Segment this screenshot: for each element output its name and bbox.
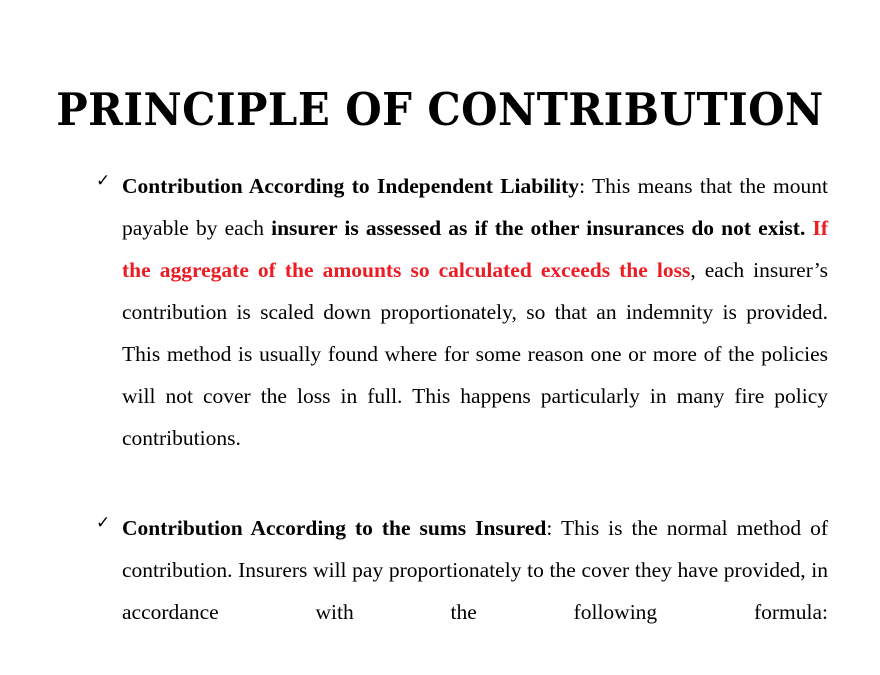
bullet-heading: Contribution According to Independent Liability — [122, 174, 580, 198]
bullet-heading-suffix: : — [579, 174, 592, 198]
bullet-paragraph — [122, 165, 828, 501]
bullet-paragraph — [122, 507, 828, 675]
bullet-run-4-highlight: If the aggregate of the amounts so calculated exceeds the loss — [122, 216, 828, 282]
page-title: PRINCIPLE OF CONTRIBUTION — [56, 83, 824, 137]
bullet-run-5: , each insurer’s contribution is scaled down proportionately, so that an indemnity is provided. This method is usually found where for some reason one or more of the policies will not cover the loss in full. This happens particularly in many fire policy contributions. — [122, 258, 829, 450]
checkmark-bullet-icon: ✓ — [96, 171, 111, 191]
bullet-heading: Contribution According to the sums Insured — [122, 516, 547, 540]
bullet-run-2-bold: insurer is assessed as if the other insurances do not exist. — [271, 216, 806, 240]
bullet-heading-suffix: : — [546, 516, 561, 540]
slide-body — [96, 165, 828, 675]
list-item — [96, 165, 828, 501]
bullet-run-1: This is the normal method of contribution. Insurers will pay proportionately to the cover they have provided, in accordance with the following formula: — [122, 516, 828, 624]
checkmark-bullet-icon: ✓ — [96, 513, 111, 533]
bullet-run-1: This means that the mount payable by each — [122, 174, 828, 240]
list-item — [96, 507, 828, 675]
